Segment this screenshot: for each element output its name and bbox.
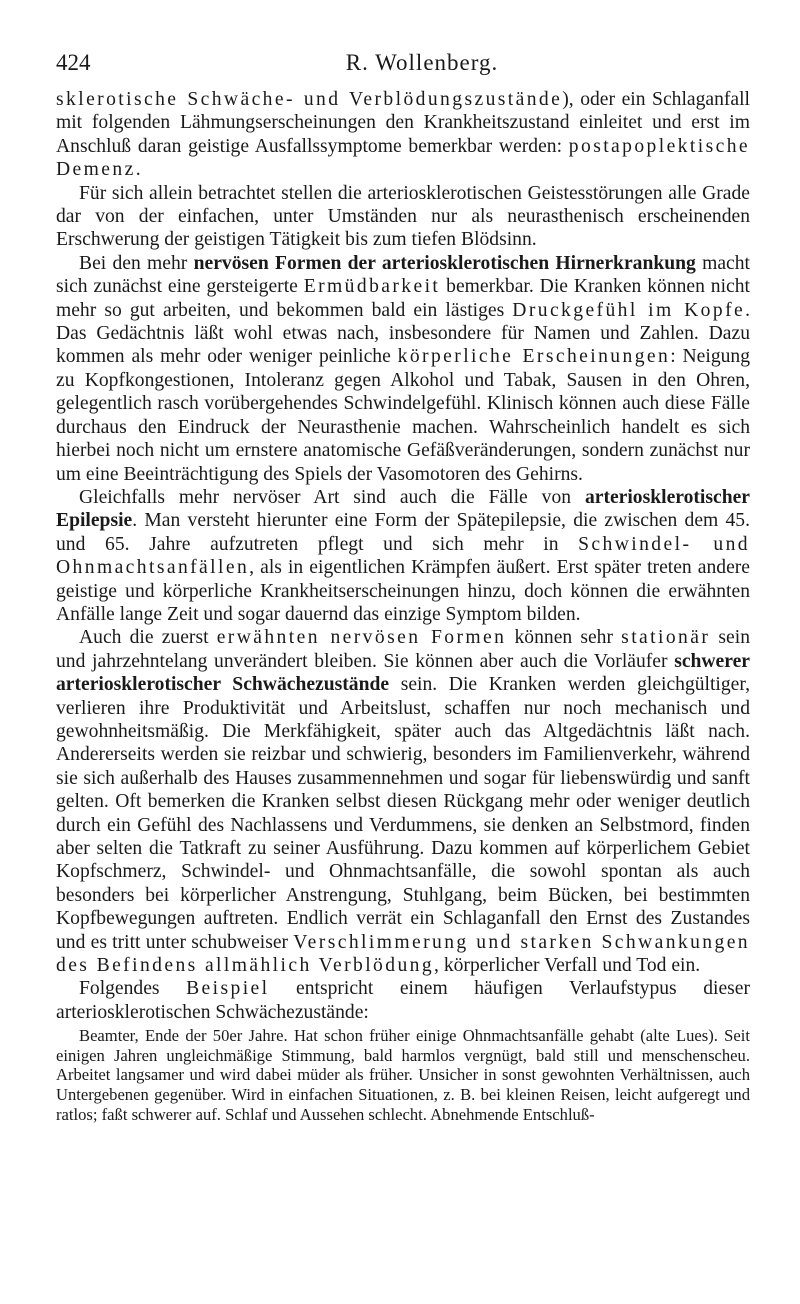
page-body	[56, 88, 750, 1124]
text-run: sein und jahrzehntelang unverändert bleiben. Sie können aber auch die Vorläufer	[56, 627, 750, 672]
text-run: Bei den mehr	[79, 252, 194, 274]
paragraph-4	[56, 486, 750, 626]
paragraph-3	[56, 252, 750, 486]
paragraph-2	[56, 182, 750, 252]
text-run: , als in eigentlichen Krämpfen äußert. Erst später treten andere geistige und körperliche Krankheitserscheinungen hinzu, doch können die erwähnten Anfälle lange Zeit und sogar dauernd das einzige Symptom bilden.	[56, 557, 750, 625]
paragraph-6	[56, 977, 750, 1024]
text-run: können sehr	[506, 627, 622, 649]
paragraph-1	[56, 88, 750, 182]
spaced-term: Verschlimmerung und starken Schwankungen des Befindens allmählich Verblödung	[56, 931, 750, 977]
case-report-paragraph	[56, 1026, 750, 1124]
spaced-term: Beispiel	[186, 978, 270, 1000]
bold-term: arteriosklerotischer Epilepsie	[56, 486, 750, 532]
paragraph-5	[56, 626, 750, 977]
spaced-term: sklerotische Schwäche- und Verblödungszustände	[56, 89, 563, 110]
text-run: ), oder ein Schlaganfall mit folgenden Lähmungserscheinungen den Krankheitszustand einleitet und erst im Anschluß daran geistige Ausfallssymptome bemerkbar werden:	[56, 89, 750, 157]
spaced-term: stationär	[621, 627, 711, 649]
bold-term: nervösen Formen der arteriosklerotischen Hirnerkrankung	[193, 252, 696, 274]
text-run: bemerkbar. Die Kranken können nicht mehr so gut arbeiten, und bekommen bald ein lästiges	[56, 276, 750, 321]
page-header	[56, 50, 748, 80]
text-run: macht sich zunächst eine gersteigerte	[56, 252, 750, 298]
text-run: : Neigung zu Kopfkongestionen, Intoleranz gegen Alkohol und Tabak, Sausen in den Ohren, gelegentlich rasch vorübergehendes Schwindelgefühl. Klinisch können auch diese Fälle durchaus den Eindruck der Neurasthenie machen. Wahrscheinlich handelt es sich hierbei noch nicht um ernstere anatomische Gefäßveränderungen, sondern zunächst nur um eine Beeinträchtigung des Spiels der Vasomotoren des Gehirns.	[56, 346, 751, 485]
text-run: Beamter, Ende der 50er Jahre. Hat schon früher einige Ohnmachtsanfälle gehabt (alte Lues). Seit einigen Jahren ungleichmäßige Stimmung, bald harmlos vergnügt, bald still und menschenscheu. Arbeitet langsamer und wird dabei müder als früher. Unsicher in sonst gewohnten Verhältnissen, auch Untergebenen gegenüber. Wird in einfachen Situationen, z. B. bei kleinen Reisen, leicht aufgeregt und ratlos; faßt schwerer auf. Schlaf und Aussehen schlecht. Abnehmende Entschluß-	[56, 1026, 750, 1124]
page-number: 424	[56, 50, 91, 75]
spaced-term: Ermüdbarkeit	[303, 276, 441, 298]
spaced-term: erwähnten nervösen Formen	[216, 627, 507, 649]
text-run: Auch die zuerst	[79, 627, 217, 649]
text-run: Folgendes	[79, 978, 187, 1000]
spaced-term: postapoplektische Demenz	[56, 135, 750, 181]
bold-term: schwerer arteriosklerotischer Schwächezustände	[56, 650, 750, 696]
spaced-term: Schwindel- und Ohnmachtsanfällen	[56, 533, 750, 579]
text-run: entspricht einem häufigen Verlaufstypus dieser arteriosklerotischen Schwächezustände:	[56, 978, 750, 1023]
text-run: .	[135, 159, 141, 181]
text-run: sein. Die Kranken werden gleichgültiger, verlieren ihre Produktivität und Arbeitslust, schaffen nur noch mechanisch und gewohnheitsmäßig. Die Merkfähigkeit, später auch das Altgedächtnis läßt nach. Andererseits werden sie reizbar und schwierig, besonders im Familienverkehr, während sie sich außerhalb des Hauses zusammennehmen und sogar für liebenswürdig und sanft gelten. Oft bemerken die Kranken selbst diesen Rückgang mehr oder weniger deutlich durch ein Gefühl des Nachlassens und Verdummens, sie denken an Selbstmord, finden aber selten die Tatkraft zu seiner Ausführung. Dazu kommen auf körperlichem Gebiet Kopfschmerz, Schwindel- und Ohnmachtsanfälle, die sowohl spontan als auch besonders bei körperlicher Anstrengung, Stuhlgang, beim Bücken, bei bestimmten Kopfbewegungen auftreten. Endlich verrät ein Schlaganfall den Ernst des Zustandes und es tritt unter schubweiser	[56, 674, 751, 953]
text-run: . Das Gedächtnis läßt wohl etwas nach, insbesondere für Namen und Zahlen. Dazu kommen als mehr oder weniger peinliche	[56, 299, 751, 368]
spaced-term: körperliche Erscheinungen	[397, 346, 671, 368]
spaced-term: Druckgefühl im Kopfe	[512, 299, 746, 321]
text-run: Gleichfalls mehr nervöser Art sind auch die Fälle von	[79, 486, 585, 508]
running-title: R. Wollenberg.	[345, 50, 499, 75]
text-run: , körperlicher Verfall und Tod ein.	[434, 955, 701, 977]
text-run: Für sich allein betrachtet stellen die arteriosklerotischen Geistesstörungen alle Grade dar von der einfachen, unter Umständen nur als neurasthenisch erscheinenden Erschwerung der geistigen Tätigkeit bis zum tiefen Blödsinn.	[56, 182, 750, 251]
text-run: . Man versteht hierunter eine Form der Spätepilepsie, die zwischen dem 45. und 65. Jahre aufzutreten pflegt und sich mehr in	[56, 510, 750, 555]
